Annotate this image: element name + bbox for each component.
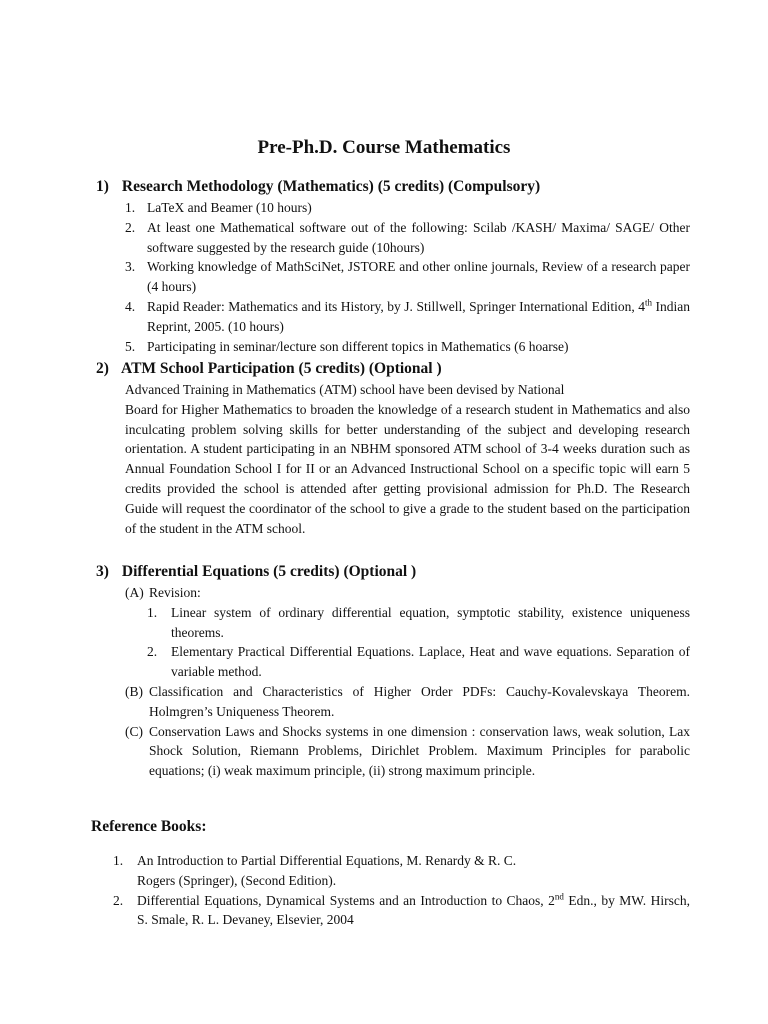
section-2-title: ATM School Participation (5 credits) (Optional ): [121, 360, 442, 377]
part-marker: (C): [125, 723, 143, 739]
page-title: Pre-Ph.D. Course Mathematics: [257, 137, 511, 158]
part-marker: (A): [125, 585, 144, 600]
list-item: [125, 257, 690, 297]
list-marker: 2.: [147, 644, 158, 660]
reference-text: An Introduction to Partial Differential Equations, M. Renardy & R. C.: [137, 853, 517, 868]
atm-paragraph-first-line: Advanced Training in Mathematics (ATM) school have been devised by National: [125, 382, 565, 397]
list-marker: 1.: [113, 853, 124, 868]
list-item-text: Rapid Reader: Mathematics and its History, by J. Stillwell, Springer International Edition, 4: [147, 298, 645, 314]
list-item-text: Working knowledge of MathSciNet, JSTORE and other online journals, Review of a research paper (4 hours): [147, 259, 690, 295]
part-text: Conservation Laws and Shocks systems in one dimension : conservation laws, weak solution, Lax Shock Solution, Riemann Problems, Dirichlet Problem. Maximum Principles for parabolic equations; (i) weak maximum principle, (ii) strong maximum principle.: [149, 723, 690, 779]
list-item-text: At least one Mathematical software out of the following: Scilab /KASH/ Maxima/ SAGE/ Other software suggested by the research guide (10hours): [147, 219, 690, 255]
atm-paragraph-text: Board for Higher Mathematics to broaden the knowledge of a research student in Mathematics and also inculcating problem solving skills for better understanding of the subject and developing research orientation. A student participating in an NBHM sponsored ATM school of 3-4 weeks duration such as Annual Foundation School I for II or an Advanced Instructional School on a specific topic will earn 5 credits provided the school is attended after getting provisional admission for Ph.D. The Research Guide will request the coordinator of the school to give a grade to the student based on the participation of the student in the ATM school.: [125, 401, 690, 536]
list-marker: 2.: [125, 219, 136, 235]
list-item: [147, 642, 690, 682]
section-3-heading: [96, 562, 416, 582]
section-1-title: Research Methodology (Mathematics) (5 credits) (Compulsory): [121, 178, 541, 195]
references-list: [113, 851, 690, 930]
superscript: nd: [554, 891, 564, 902]
list-item: [125, 198, 690, 218]
section-3-number: 3): [96, 563, 109, 580]
list-item-text: Linear system of ordinary differential equation, symptotic stability, existence uniqueness theorems.: [171, 604, 690, 640]
list-item-text: Participating in seminar/lecture son different topics in Mathematics (6 hoarse): [147, 338, 569, 354]
section-3-body: [125, 583, 690, 781]
list-marker: 3.: [125, 259, 136, 275]
reference-item: [113, 891, 690, 931]
list-item-text: LaTeX and Beamer (10 hours): [147, 200, 312, 215]
list-marker: 5.: [125, 338, 136, 354]
list-item-text: Indian Reprint, 2005. (10 hours): [147, 298, 690, 334]
reference-text: Rogers (Springer), (Second Edition).: [137, 872, 337, 888]
part-b: [125, 682, 690, 722]
list-item-text: Elementary Practical Differential Equations. Laplace, Heat and wave equations. Separation of variable method.: [171, 644, 690, 680]
section-2-body: [125, 380, 690, 538]
section-2-number: 2): [96, 360, 109, 377]
references-heading: Reference Books:: [91, 818, 207, 835]
part-a: [125, 583, 690, 603]
list-item: [125, 297, 690, 337]
section-1-heading: [96, 177, 540, 197]
section-2-heading: [96, 359, 442, 379]
section-1-number: 1): [96, 178, 109, 195]
part-text: Classification and Characteristics of Higher Order PDFs: Cauchy-Kovalevskaya Theorem. Holmgren’s Uniqueness Theorem.: [149, 683, 690, 719]
section-3-title: Differential Equations (5 credits) (Optional ): [121, 563, 417, 580]
list-marker: 1.: [125, 200, 136, 215]
reference-text: Edn., by MW. Hirsch, S. Smale, R. L. Devaney, Elsevier, 2004: [137, 892, 691, 928]
part-marker: (B): [125, 683, 143, 699]
list-marker: 4.: [125, 298, 136, 314]
part-a-subitems: [125, 603, 690, 682]
part-c: [125, 722, 690, 781]
list-item: [125, 218, 690, 258]
list-marker: 2.: [113, 892, 124, 908]
list-item: [147, 603, 690, 643]
atm-paragraph: [125, 380, 690, 538]
list-marker: 1.: [147, 604, 158, 620]
part-text: Revision:: [149, 585, 201, 600]
superscript: th: [644, 297, 652, 308]
list-item: [125, 337, 690, 357]
section-1-list: [125, 198, 690, 356]
reference-item: [113, 851, 690, 891]
reference-text: Differential Equations, Dynamical Systems and an Introduction to Chaos, 2: [137, 892, 555, 908]
